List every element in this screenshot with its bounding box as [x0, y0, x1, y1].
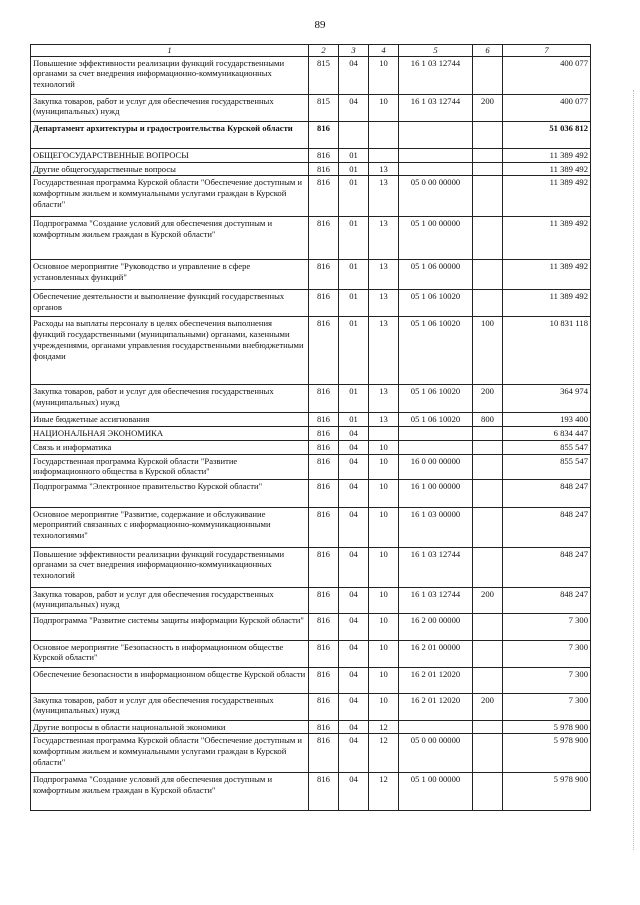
section-code-cell: 01	[339, 148, 369, 162]
table-row	[31, 547, 591, 587]
target-article-cell	[399, 162, 473, 176]
admin-code-cell: 816	[309, 720, 339, 734]
amount-cell: 400 077	[503, 56, 591, 94]
row-name-cell: Другие общегосударственные вопросы	[31, 162, 309, 176]
subsection-code-cell: 10	[369, 94, 399, 121]
target-article-cell: 16 2 01 12020	[399, 693, 473, 720]
row-name-cell: Иные бюджетные ассигнования	[31, 413, 309, 427]
admin-code-cell: 816	[309, 317, 339, 385]
expense-type-cell	[473, 734, 503, 773]
row-name-cell: Закупка товаров, работ и услуг для обеспечения государственных (муниципальных) нужд	[31, 693, 309, 720]
admin-code-cell: 816	[309, 413, 339, 427]
expense-type-cell	[473, 667, 503, 693]
section-code-cell: 01	[339, 217, 369, 260]
table-row	[31, 413, 591, 427]
target-article-cell: 05 1 06 10020	[399, 290, 473, 317]
target-article-cell: 16 2 00 00000	[399, 613, 473, 640]
target-article-cell: 16 1 03 12744	[399, 94, 473, 121]
admin-code-cell: 816	[309, 667, 339, 693]
subsection-code-cell: 13	[369, 413, 399, 427]
section-code-cell: 04	[339, 454, 369, 479]
expense-type-cell	[473, 56, 503, 94]
table-row	[31, 454, 591, 479]
subsection-code-cell: 10	[369, 454, 399, 479]
expense-type-cell	[473, 260, 503, 290]
admin-code-cell: 816	[309, 290, 339, 317]
row-name-cell: Государственная программа Курской области "Обеспечение доступным и комфортным жильем и коммунальными услугами граждан в Курской области"	[31, 176, 309, 217]
subsection-code-cell: 10	[369, 547, 399, 587]
section-code-cell: 04	[339, 693, 369, 720]
row-name-cell: Повышение эффективности реализации функций государственными органами за счет внедрения информационно-коммуникационных технологий	[31, 56, 309, 94]
subsection-code-cell: 12	[369, 773, 399, 811]
target-article-cell: 05 1 06 10020	[399, 317, 473, 385]
admin-code-cell: 816	[309, 121, 339, 148]
table-row	[31, 507, 591, 547]
admin-code-cell: 816	[309, 454, 339, 479]
expense-type-cell	[473, 720, 503, 734]
admin-code-cell: 815	[309, 94, 339, 121]
subsection-code-cell	[369, 121, 399, 148]
row-name-cell: Подпрограмма "Электронное правительство Курской области"	[31, 479, 309, 507]
target-article-cell	[399, 440, 473, 454]
row-name-cell: НАЦИОНАЛЬНАЯ ЭКОНОМИКА	[31, 427, 309, 441]
subsection-code-cell: 10	[369, 507, 399, 547]
subsection-code-cell: 12	[369, 720, 399, 734]
amount-cell: 848 247	[503, 587, 591, 613]
admin-code-cell: 816	[309, 217, 339, 260]
table-row	[31, 290, 591, 317]
admin-code-cell: 816	[309, 640, 339, 667]
expense-type-cell	[473, 121, 503, 148]
table-row	[31, 162, 591, 176]
section-code-cell: 01	[339, 317, 369, 385]
amount-cell: 5 978 900	[503, 773, 591, 811]
amount-cell: 5 978 900	[503, 720, 591, 734]
admin-code-cell: 816	[309, 479, 339, 507]
row-name-cell: Основное мероприятие "Развитие, содержание и обслуживание мероприятий связанных с информационно-коммуникационными технологиями"	[31, 507, 309, 547]
section-code-cell: 04	[339, 587, 369, 613]
amount-cell: 848 247	[503, 479, 591, 507]
section-code-cell: 01	[339, 385, 369, 413]
subsection-code-cell: 13	[369, 385, 399, 413]
section-code-cell: 01	[339, 176, 369, 217]
amount-cell: 51 036 812	[503, 121, 591, 148]
section-code-cell: 01	[339, 260, 369, 290]
section-code-cell: 04	[339, 720, 369, 734]
section-code-cell: 04	[339, 479, 369, 507]
expense-type-cell: 200	[473, 693, 503, 720]
column-header: 4	[369, 45, 399, 57]
target-article-cell: 16 2 01 00000	[399, 640, 473, 667]
amount-cell: 11 389 492	[503, 176, 591, 217]
target-article-cell: 16 1 03 12744	[399, 547, 473, 587]
amount-cell: 364 974	[503, 385, 591, 413]
expense-type-cell	[473, 148, 503, 162]
row-name-cell: Повышение эффективности реализации функций государственными органами за счет внедрения информационно-коммуникационных технологий	[31, 547, 309, 587]
table-row	[31, 260, 591, 290]
subsection-code-cell: 10	[369, 479, 399, 507]
table-row	[31, 479, 591, 507]
admin-code-cell: 816	[309, 385, 339, 413]
table-row	[31, 56, 591, 94]
row-name-cell: Расходы на выплаты персоналу в целях обеспечения выполнения функций государственными (муниципальными) органами, казенными учреждениями, органами управления государственными внебюджетными фондами	[31, 317, 309, 385]
section-code-cell: 04	[339, 427, 369, 441]
row-name-cell: Обеспечение деятельности и выполнение функций государственных органов	[31, 290, 309, 317]
amount-cell: 11 389 492	[503, 260, 591, 290]
subsection-code-cell: 13	[369, 260, 399, 290]
column-header: 6	[473, 45, 503, 57]
section-code-cell: 01	[339, 162, 369, 176]
section-code-cell: 01	[339, 290, 369, 317]
target-article-cell	[399, 427, 473, 441]
expense-type-cell: 200	[473, 94, 503, 121]
amount-cell: 11 389 492	[503, 290, 591, 317]
target-article-cell: 16 1 03 12744	[399, 587, 473, 613]
admin-code-cell: 816	[309, 547, 339, 587]
target-article-cell: 16 1 00 00000	[399, 479, 473, 507]
table-row	[31, 148, 591, 162]
amount-cell: 7 300	[503, 613, 591, 640]
target-article-cell	[399, 121, 473, 148]
column-header: 3	[339, 45, 369, 57]
section-code-cell: 04	[339, 94, 369, 121]
admin-code-cell: 816	[309, 427, 339, 441]
table-row	[31, 176, 591, 217]
target-article-cell: 16 1 03 00000	[399, 507, 473, 547]
target-article-cell	[399, 148, 473, 162]
table-row	[31, 385, 591, 413]
table-row	[31, 587, 591, 613]
table-row	[31, 693, 591, 720]
expense-type-cell	[473, 290, 503, 317]
section-code-cell: 04	[339, 507, 369, 547]
row-name-cell: Подпрограмма "Создание условий для обеспечения доступным и комфортным жильем граждан в Курской области"	[31, 773, 309, 811]
column-header: 7	[503, 45, 591, 57]
table-row	[31, 613, 591, 640]
table-body	[31, 56, 591, 811]
table-row	[31, 217, 591, 260]
row-name-cell: Закупка товаров, работ и услуг для обеспечения государственных (муниципальных) нужд	[31, 385, 309, 413]
admin-code-cell: 816	[309, 613, 339, 640]
expense-type-cell	[473, 162, 503, 176]
section-code-cell: 01	[339, 413, 369, 427]
amount-cell: 10 831 118	[503, 317, 591, 385]
amount-cell: 855 547	[503, 440, 591, 454]
amount-cell: 855 547	[503, 454, 591, 479]
subsection-code-cell: 13	[369, 290, 399, 317]
table-row	[31, 720, 591, 734]
admin-code-cell: 816	[309, 693, 339, 720]
target-article-cell: 05 1 06 00000	[399, 260, 473, 290]
amount-cell: 7 300	[503, 640, 591, 667]
section-code-cell: 04	[339, 734, 369, 773]
target-article-cell: 05 1 00 00000	[399, 217, 473, 260]
subsection-code-cell: 10	[369, 587, 399, 613]
expense-type-cell	[473, 427, 503, 441]
admin-code-cell: 816	[309, 734, 339, 773]
row-name-cell: Департамент архитектуры и градостроительства Курской области	[31, 121, 309, 148]
table-row	[31, 121, 591, 148]
target-article-cell: 05 0 00 00000	[399, 734, 473, 773]
table-row	[31, 94, 591, 121]
subsection-code-cell	[369, 148, 399, 162]
section-code-cell: 04	[339, 773, 369, 811]
amount-cell: 848 247	[503, 507, 591, 547]
row-name-cell: ОБЩЕГОСУДАРСТВЕННЫЕ ВОПРОСЫ	[31, 148, 309, 162]
expense-type-cell	[473, 547, 503, 587]
amount-cell: 6 834 447	[503, 427, 591, 441]
subsection-code-cell: 10	[369, 693, 399, 720]
target-article-cell	[399, 720, 473, 734]
expense-type-cell: 200	[473, 587, 503, 613]
column-header: 1	[31, 45, 309, 57]
target-article-cell: 05 1 06 10020	[399, 413, 473, 427]
section-code-cell: 04	[339, 440, 369, 454]
table-row	[31, 734, 591, 773]
expense-type-cell	[473, 773, 503, 811]
row-name-cell: Закупка товаров, работ и услуг для обеспечения государственных (муниципальных) нужд	[31, 587, 309, 613]
amount-cell: 193 400	[503, 413, 591, 427]
row-name-cell: Подпрограмма "Создание условий для обеспечения доступным и комфортным жильем граждан в Курской области"	[31, 217, 309, 260]
expense-type-cell	[473, 454, 503, 479]
subsection-code-cell: 10	[369, 640, 399, 667]
row-name-cell: Обеспечение безопасности в информационном обществе Курской области	[31, 667, 309, 693]
amount-cell: 11 389 492	[503, 217, 591, 260]
scan-edge-mark	[632, 90, 634, 850]
admin-code-cell: 816	[309, 148, 339, 162]
expense-type-cell: 800	[473, 413, 503, 427]
subsection-code-cell: 10	[369, 56, 399, 94]
section-code-cell: 04	[339, 613, 369, 640]
row-name-cell: Основное мероприятие "Руководство и управление в сфере установленных функций"	[31, 260, 309, 290]
section-code-cell: 04	[339, 547, 369, 587]
row-name-cell: Закупка товаров, работ и услуг для обеспечения государственных (муниципальных) нужд	[31, 94, 309, 121]
subsection-code-cell: 13	[369, 162, 399, 176]
expense-type-cell	[473, 640, 503, 667]
target-article-cell: 05 0 00 00000	[399, 176, 473, 217]
target-article-cell: 05 1 06 10020	[399, 385, 473, 413]
table-row	[31, 427, 591, 441]
admin-code-cell: 816	[309, 260, 339, 290]
admin-code-cell: 816	[309, 773, 339, 811]
row-name-cell: Подпрограмма "Развитие системы защиты информации Курской области"	[31, 613, 309, 640]
subsection-code-cell: 13	[369, 317, 399, 385]
expense-type-cell: 200	[473, 385, 503, 413]
admin-code-cell: 816	[309, 162, 339, 176]
page-number: 89	[314, 19, 326, 31]
column-header-row	[31, 45, 591, 57]
table-row	[31, 317, 591, 385]
subsection-code-cell: 13	[369, 176, 399, 217]
row-name-cell: Государственная программа Курской области "Обеспечение доступным и комфортным жильем и коммунальными услугами граждан в Курской области"	[31, 734, 309, 773]
amount-cell: 11 389 492	[503, 148, 591, 162]
column-header: 5	[399, 45, 473, 57]
row-name-cell: Другие вопросы в области национальной экономики	[31, 720, 309, 734]
expense-type-cell	[473, 613, 503, 640]
target-article-cell: 05 1 00 00000	[399, 773, 473, 811]
row-name-cell: Государственная программа Курской области "Развитие информационного общества в Курской области"	[31, 454, 309, 479]
amount-cell: 400 077	[503, 94, 591, 121]
admin-code-cell: 815	[309, 56, 339, 94]
subsection-code-cell	[369, 427, 399, 441]
table-row	[31, 667, 591, 693]
amount-cell: 5 978 900	[503, 734, 591, 773]
expense-type-cell	[473, 440, 503, 454]
admin-code-cell: 816	[309, 176, 339, 217]
column-header: 2	[309, 45, 339, 57]
expense-type-cell: 100	[473, 317, 503, 385]
expense-type-cell	[473, 507, 503, 547]
section-code-cell: 04	[339, 56, 369, 94]
subsection-code-cell: 12	[369, 734, 399, 773]
expense-type-cell	[473, 479, 503, 507]
subsection-code-cell: 10	[369, 667, 399, 693]
amount-cell: 11 389 492	[503, 162, 591, 176]
section-code-cell	[339, 121, 369, 148]
table-row	[31, 440, 591, 454]
admin-code-cell: 816	[309, 440, 339, 454]
target-article-cell: 16 2 01 12020	[399, 667, 473, 693]
subsection-code-cell: 10	[369, 613, 399, 640]
amount-cell: 7 300	[503, 693, 591, 720]
admin-code-cell: 816	[309, 507, 339, 547]
target-article-cell: 16 1 03 12744	[399, 56, 473, 94]
budget-table	[30, 44, 591, 811]
subsection-code-cell: 13	[369, 217, 399, 260]
amount-cell: 848 247	[503, 547, 591, 587]
expense-type-cell	[473, 176, 503, 217]
expense-type-cell	[473, 217, 503, 260]
target-article-cell: 16 0 00 00000	[399, 454, 473, 479]
table-row	[31, 773, 591, 811]
row-name-cell: Основное мероприятие "Безопасность в информационном обществе Курской области"	[31, 640, 309, 667]
table-row	[31, 640, 591, 667]
subsection-code-cell: 10	[369, 440, 399, 454]
amount-cell: 7 300	[503, 667, 591, 693]
admin-code-cell: 816	[309, 587, 339, 613]
section-code-cell: 04	[339, 667, 369, 693]
section-code-cell: 04	[339, 640, 369, 667]
row-name-cell: Связь и информатика	[31, 440, 309, 454]
